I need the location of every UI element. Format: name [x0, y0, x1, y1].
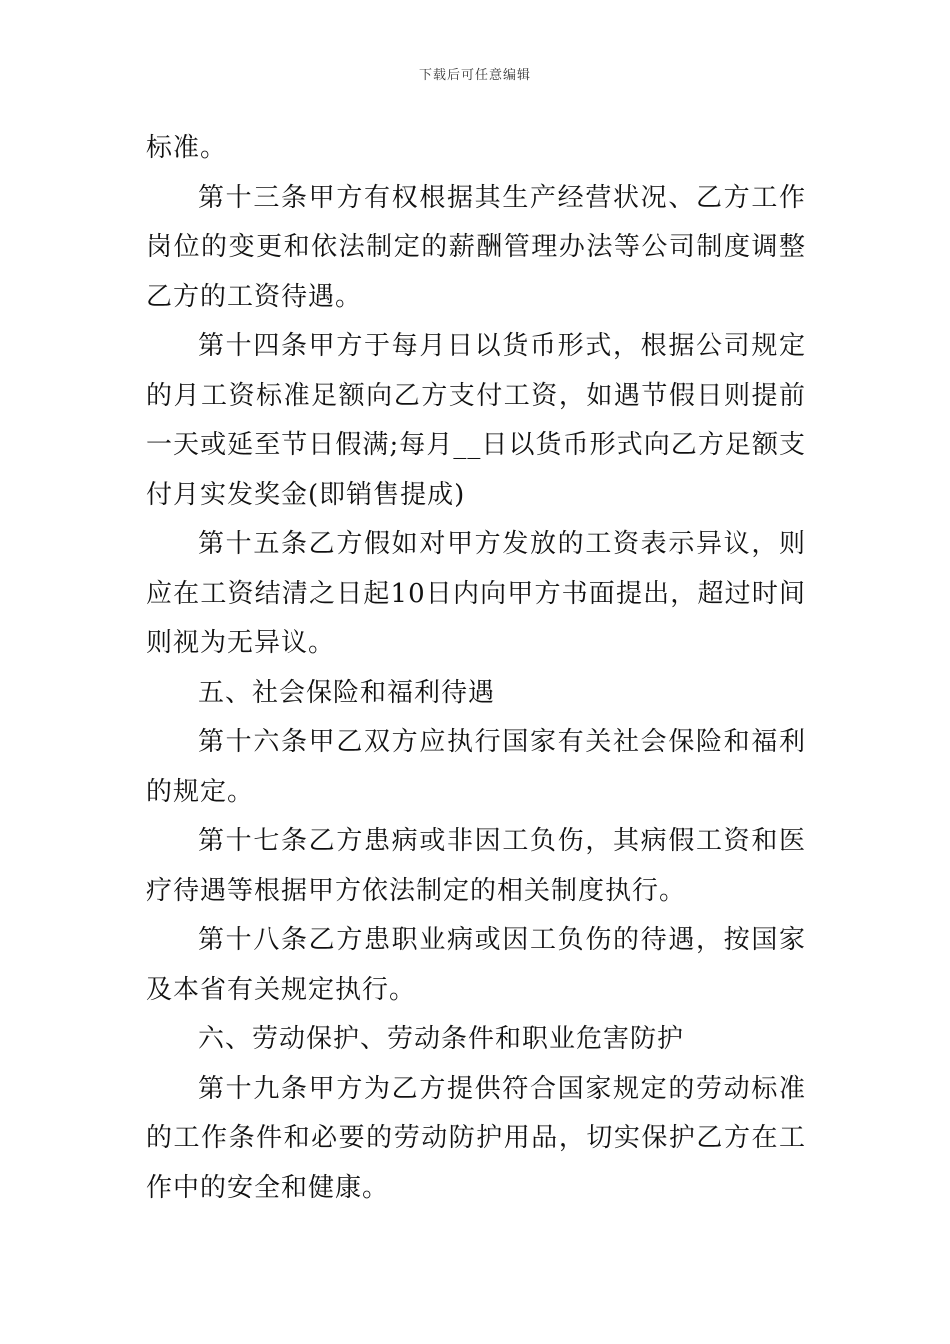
paragraph-article-14: 第十四条甲方于每月日以货币形式，根据公司规定的月工资标准足额向乙方支付工资，如遇节假日则提前一天或延至节日假满;每月__日以货币形式向乙方足额支付月实发奖金(即销售提成)	[146, 331, 806, 510]
paragraph-standard-ending: 标准。	[146, 133, 228, 163]
document-body	[146, 124, 806, 1213]
section-heading-labor-protection: 六、劳动保护、劳动条件和职业危害防护	[198, 1024, 685, 1054]
section-heading-social-insurance: 五、社会保险和福利待遇	[198, 677, 496, 708]
paragraph-article-13: 第十三条甲方有权根据其生产经营状况、乙方工作岗位的变更和依法制定的薪酬管理办法等公司制度调整乙方的工资待遇。	[146, 182, 806, 312]
paragraph-article-15: 第十五条乙方假如对甲方发放的工资表示异议，则应在工资结清之日起10日内向甲方书面提出，超过时间则视为无异议。	[146, 529, 806, 658]
paragraph-article-17: 第十七条乙方患病或非因工负伤，其病假工资和医疗待遇等根据甲方依法制定的相关制度执行。	[146, 826, 806, 906]
paragraph-article-19: 第十九条甲方为乙方提供符合国家规定的劳动标准的工作条件和必要的劳动防护用品，切实保护乙方在工作中的安全和健康。	[146, 1073, 806, 1203]
paragraph-article-18: 第十八条乙方患职业病或因工负伤的待遇，按国家及本省有关规定执行。	[146, 925, 806, 1005]
paragraph-article-16: 第十六条甲乙双方应执行国家有关社会保险和福利的规定。	[146, 727, 806, 807]
page-header: 下载后可任意编辑	[418, 68, 531, 83]
